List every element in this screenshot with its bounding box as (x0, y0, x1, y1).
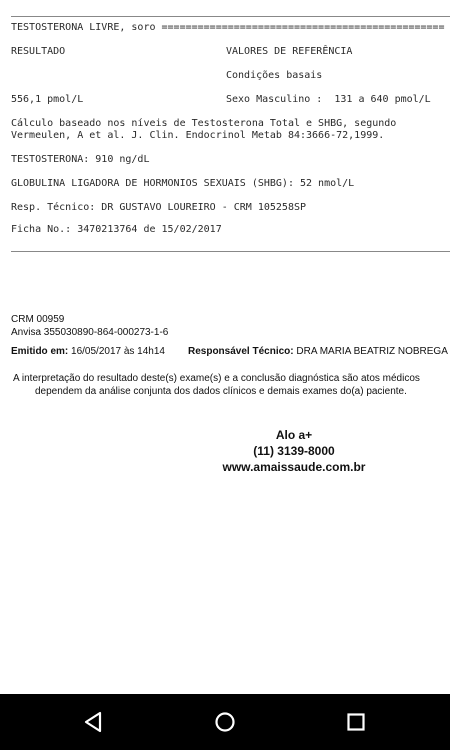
test-header: TESTOSTERONA LIVRE, soro =============================================== (11, 22, 445, 33)
result-value: 556,1 pmol/L (11, 94, 84, 105)
resp-tecnico: Resp. Técnico: DR GUSTAVO LOUREIRO - CRM 105258SP (11, 202, 307, 213)
calc-note-line1: Cálculo baseado nos níveis de Testosterona Total e SHBG, segundo (11, 118, 397, 129)
calc-note-line2: Vermeulen, A et al. J. Clin. Endocrinol Metab 84:3666-72,1999. (11, 130, 385, 141)
crm-number: CRM 00959 (11, 314, 65, 325)
shbg-value: GLOBULINA LIGADORA DE HORMONIOS SEXUAIS (SHBG): 52 nmol/L (11, 178, 355, 189)
responsavel-line (188, 346, 448, 357)
referencia-label: VALORES DE REFERÊNCIA (226, 46, 353, 57)
emitido-line (11, 346, 165, 357)
back-button[interactable] (75, 704, 111, 740)
reference-value: Sexo Masculino : 131 a 640 pmol/L (226, 94, 431, 105)
condicoes-basais: Condições basais (226, 70, 323, 81)
anvisa-number: Anvisa 355030890-864-000273-1-6 (11, 327, 169, 338)
emitido-label: Emitido em: (11, 346, 69, 357)
home-button[interactable] (207, 704, 243, 740)
recents-button[interactable] (338, 704, 374, 740)
home-circle-icon (214, 711, 236, 733)
resultado-label: RESULTADO (11, 46, 66, 57)
ficha-number: Ficha No.: 3470213764 de 15/02/2017 (11, 224, 222, 235)
responsavel-value: DRA MARIA BEATRIZ NOBREGA (296, 346, 448, 357)
responsavel-label: Responsável Técnico: (188, 346, 294, 357)
contact-site: www.amaissaude.com.br (222, 460, 366, 474)
recents-square-icon (346, 712, 366, 732)
testosterona-total: TESTOSTERONA: 910 ng/dL (11, 154, 150, 165)
contact-phone: (11) 3139-8000 (253, 444, 335, 458)
disclaimer-line1: A interpretação do resultado deste(s) exame(s) e a conclusão diagnóstica são atos médicos (13, 373, 420, 384)
android-nav-bar (0, 694, 450, 750)
contact-name: Alo a+ (275, 428, 313, 442)
bottom-divider (11, 251, 450, 252)
emitido-value: 16/05/2017 às 14h14 (71, 346, 165, 357)
disclaimer-line2: dependem da análise conjunta dos dados clínicos e demais exames do(a) paciente. (35, 386, 407, 397)
back-triangle-icon (83, 711, 103, 733)
top-divider (11, 16, 450, 17)
